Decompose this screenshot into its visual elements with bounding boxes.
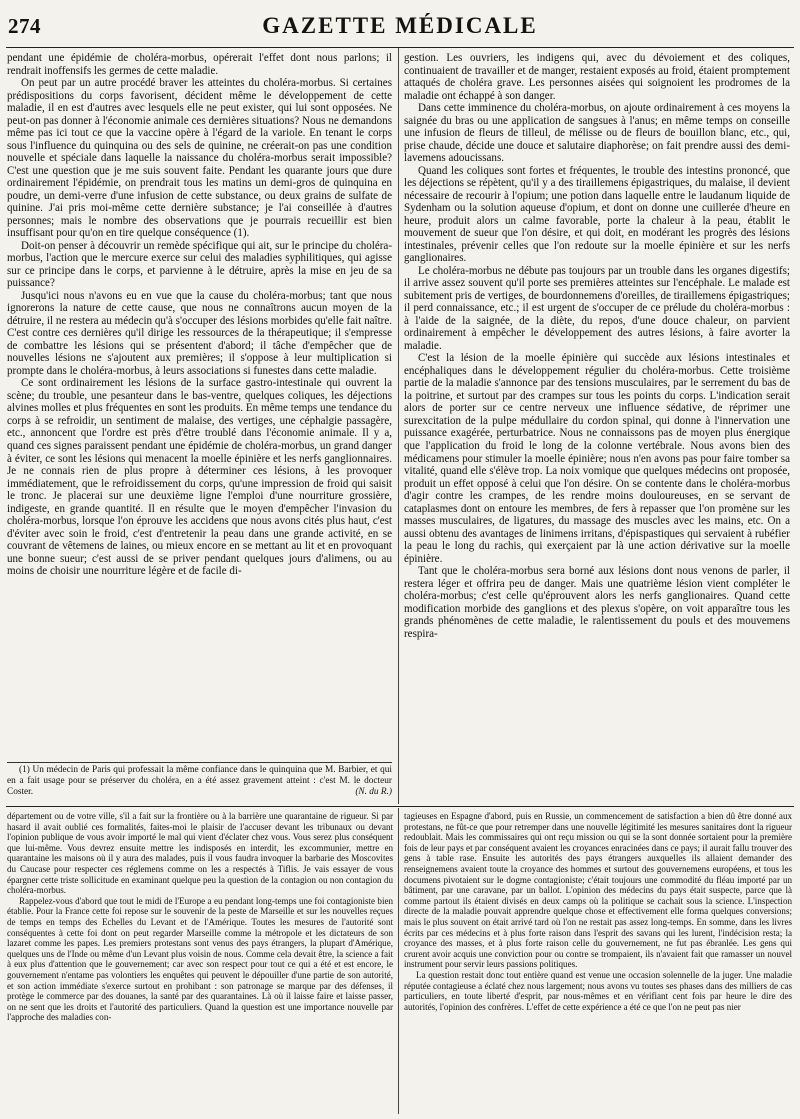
journal-title: GAZETTE MÉDICALE (262, 13, 538, 38)
paragraph: Le choléra-morbus ne débute pas toujours par un trouble dans les organes digestifs; il arrive assez souvent qu'il porte ses premières atteintes sur l'encéphale. Le malade est subitement pris de vertiges, de bourdonnemens d'oreilles, de tiraillemens épigastriques; il perd connaissance, etc.; il est urgent de s'occuper de ce prélude du choléra-morbus : à l'aide de la saignée, de la diète, du repos, d'une douce chaleur, on parvient ordinairement à empêcher le développement des autres lésions, à faire avorter la maladie. (404, 264, 790, 352)
paragraph: On peut par un autre procédé braver les atteintes du choléra-morbus. Si certaines prédispositions du corps favorisent, décident même le développement de cette maladie, il en est d'autres avec lesquels elle ne peut exister, qui lui sont opposées. Ne peut-on pas donner à l'économie animale ces dernières situations? Nous ne demandons même pas ici tout ce que la vaccine opère à l'égard de la variole. En tenant le corps sous l'influence du quinquina ou des sels de quinine, ne créerait-on pas une condition nouvelle et spéciale dans laquelle la naissance du choléra-morbus serait impossible? C'est une question que je me suis souvent faite. Pendant les quarante jours que dure ordinairement l'épidémie, on prendrait tous les matins un demi-gros de quinquina en poudre, un demi-verre d'une infusion de cette substance, ou deux grains de sulfate de quinine. J'ai pris moi-même cette dernière substance; je l'ai conseillée à d'autres personnes; mais le nombre des observations que je pourrais recueillir est bien insuffisant pour qu'on en tire quelque conséquence (1). (7, 77, 392, 240)
paragraph: gestion. Les ouvriers, les indigens qui, avec du dévoiement et des coliques, continuaient de travailler et de manger, restaient exposés au froid, étaient promptement attaqués de choléra grave. Les personnes aisées qui soignoient les prodromes de la maladie ont échappé à son danger. (404, 52, 790, 102)
paragraph: Dans cette imminence du choléra-morbus, on ajoute ordinairement à ces moyens la saignée du bras ou une application de sangsues à l'anus; en même temps on conseille une infusion de fleurs de tilleul, de mélisse ou de fleurs de bouillon blanc, etc., qui, prise chaude, décide une douce et salutaire diaphorèse; on fait prendre aussi des demi-lavemens adoucissans. (404, 102, 790, 165)
page-header (6, 12, 794, 42)
paragraph: Quand les coliques sont fortes et fréquentes, le trouble des intestins prononcé, que les déjections se répètent, qu'il y a des tiraillemens épigastriques, du malaise, il devient nécessaire de recourir à l'opium; une potion dans laquelle entre le laudanum liquide de Sydenham ou la solution aqueuse d'opium, et dont on donne une cuillerée d'heure en heure, produit alors un calme favorable, porte la chaleur à la peau, établit le mouvement de sueur que l'on désire, et qui doit, en modérant les progrès des lésions intestinales, prévenir celles que l'on redoute sur la moelle épinière et sur les nerfs ganglionaires. (404, 164, 790, 265)
paragraph: Jusqu'ici nous n'avons eu en vue que la cause du choléra-morbus; tant que nous ignorerons la nature de cette cause, que nous ne connaîtrons aucun moyen de la détruire, il ne restera au médecin qu'à s'occuper des lésions morbides qu'elle fait naître. C'est contre ces dernières qu'il dirige les ressources de la thérapeutique; il s'empresse de combattre les lésions qui se présentent d'abord; il tâche d'empêcher que de nouvelles lésions ne s'ajoutent aux premières; il s'oppose à leur multiplication si prompte dans le choléra-morbus, à leurs associations si funestes dans cette maladie. (7, 289, 392, 377)
paragraph: Doit-on penser à découvrir un remède spécifique qui ait, sur le principe du choléra-morbus, l'action que le mercure exerce sur celui des maladies syphilitiques, qui agisse sur ce principe dans le corps, et parvienne à le détruire, après la mise en jeu de sa puissance? (7, 239, 392, 290)
header-rule (6, 47, 794, 48)
paragraph: La question restait donc tout entière quand est venue une occasion solennelle de la juger. Une maladie réputée contagieuse a éclaté chez nous largement; nous avons vu toutes ses phases dans des milliers de cas particuliers, en toute liberté d'esprit, par nous-mêmes et en vérifiant cent fois par heure le dire des autorités, l'opinion des confrères. L'effet de cette expérience a été ce que l'on ne peut pas nier (404, 969, 792, 1012)
paragraph: département ou de votre ville, s'il a fait sur la frontière ou à la barrière une quarantaine de rigueur. Si par hasard il avait oublié ces formalités, faites-moi le plaisir de l'accuser devant les tribunaux ou devant l'opinion publique de vous avoir importé le mal qui vient d'éclater chez vous. Vous serez plus conséquent que lui-même. Vous devrez ensuite mettre les indisposés en interdit, les excommunier, mettre en quarantaine les maisons où il y aura des malades, puis il vous faudra invoquer la barbarie des Moscovites du Caucase pour respecter ces réglemens comme on les a respectés à Tiflis. Je vais essayer de vous épargner cette triste sollicitude en examinant quelque peu la question de la contagion ou non contagion du choléra-morbus. (7, 811, 393, 896)
paragraph: pendant une épidémie de choléra-morbus, opérerait l'effet dont nous parlons; il rendrait inoffensifs les germes de cette maladie. (7, 52, 392, 77)
footnote-signature: (N. du R.) (355, 787, 392, 797)
feuilleton-left-column (7, 811, 393, 1023)
column-divider (398, 48, 399, 804)
section-rule (6, 806, 794, 807)
left-column (7, 52, 392, 578)
paragraph: Rappelez-vous d'abord que tout le midi de l'Europe a eu pendant long-temps une foi contagioniste bien établie. Pour la France cette foi repose sur le souvenir de la peste de Marseille et sur les nouvelles reçues de temps en temps des Echelles du Levant et de l'Amérique. Toutes les mesures de l'autorité sont conséquentes à cette foi dont on peut regarder Marseille comme la métropole et les dictateurs de son lazaret comme les papes. Les premiers protestans sont venus des pays étrangers, la plupart d'Amérique, quelques uns de l'Inde ou même d'un Levant plus voisin de nous. Comme cela devait être, la science a fait à eux plus d'attention que le gouvernement; car avec son respect pour tout ce qui a été et est encore, le gouvernement n'entame pas volontiers les enquêtes qui peuvent le dépouiller d'une partie de son autorité, et son action immédiate s'exerce surtout en prohibant : son patronage se marque par des défenses, il protège le commerce par des douanes, la santé par des quarantaines. Là où il laisse faire et laisse passer, on ne sent que les droits et l'autorité des particuliers. Quand la question est une importance nouvelle par l'approche des maladies con- (7, 895, 393, 1023)
page-number: 274 (8, 14, 41, 38)
paragraph: Ce sont ordinairement les lésions de la surface gastro-intestinale qui ouvrent la scène; du trouble, une pesanteur dans le bas-ventre, quelques coliques, les déjections alvines molles et plus fréquentes en sont les produits. En même temps une tendance du corps à se refroidir, un sentiment de malaise, des vertiges, une céphalgie passagère, etc., annoncent que l'ordre est près d'être troublé dans l'économie animale. Il y a, quand ces signes paraissent pendant une épidémie de choléra-morbus, un grand danger à éviter, ce sont les lésions qui menacent la moelle épinière et les nerfs ganglionnaires. Je ne connais rien de plus propre à déterminer ces lésions, à les provoquer immédiatement, que le refroidissement du corps, qu'une impression de froid qui saisit le tronc. Je placerai sur une deuxième ligne l'emploi d'une nourriture grossière, indigeste, en grande quantité. Il en résulte que le moyen d'empêcher l'invasion du choléra-morbus, lorsque l'on éprouve les accidens que nous avons cités plus haut, c'est d'éviter avec soin le froid, c'est d'entretenir la peau dans une grande activité, en se couvrant de vêtemens de laines, ou mieux encore en se mettant au lit et en provoquant une bonne sueur; c'est aussi de se priver pendant quelques jours d'alimens, ou au moins de choisir une nourriture légère et de facile di- (7, 377, 392, 578)
column-divider (398, 808, 399, 1114)
footnote-text: (1) Un médecin de Paris qui professait la même confiance dans le quinquina que M. Barbier, et qui en a fait usage pour se préserver du choléra, en a été assez gravement atteint : c'est M. le docteur Coster. (7, 765, 392, 797)
footnote (7, 765, 392, 798)
right-column (404, 52, 790, 640)
paragraph: C'est la lésion de la moelle épinière qui succède aux lésions intestinales et encéphaliques dans le développement régulier du choléra-morbus. Cette troisième partie de la maladie s'annonce par des tensions musculaires, par le serrement du bas de la poitrine, et surtout par des crampes sur tous les points du corps. L'indication serait alors de porter sur ce centre nerveux une influence sédative, de réprimer une surexcitation de la pulpe médullaire du cordon spinal, qui donne à l'innervation une puissance exagérée, perturbatrice. Nous ne connaissons pas de moyen plus énergique que l'application du froid le long de la colonne vertébrale. Nous avons bien des médicamens pour stimuler la moelle épinière; nous n'en avons pas pour faire tomber sa vitalité, quand elle s'élève trop. La noix vomique que quelques médecins ont proposée, produit un effet opposé à celui que l'on désire. On se contente dans le choléra-morbus d'agir contre les crampes, de les rendre moins douloureuses, en se servant de cataplasmes dont on entoure les membres, de fers à repasser que l'on promène sur les masses musculaires, de ligatures, du massage des muscles avec les mains, etc. On a aussi obtenu des avantages de linimens irritans, d'épispastiques qui servaient à rubéfier la peau le long du rachis, qui exerçaient par là une action dérivative sur la moelle épinière. (404, 352, 790, 565)
footnote-rule (7, 762, 392, 763)
feuilleton-right-column (404, 811, 792, 1012)
paragraph: tagieuses en Espagne d'abord, puis en Russie, un commencement de satisfaction a bien dû être donné aux protestans, ne fût-ce que pour retremper dans une nouvelle légitimité les mesures sanitaires dont la rigueur redoublait. Mais les commissaires qui ont reçu mission ou qui se la sont donnée sortaient pour la première fois de leur pays et par conséquent avaient les croyances enracinées dans ce pays; il aurait fallu trouver des gens à table rase. Ensuite les autorités des pays étrangers auxquelles ils allaient demander des renseignemens avaient toute la croyance des hommes et surtout des gouvernemens européens, et tous les documens pivotaient sur le dogme contagioniste; c'était toujours une commodité du fléau importé par un bâtiment, par une caravane, par un ballot. L'opinion des médecins du pays était suspecte, parce que là comme partout ils étaient divisés en deux camps où la politique se cachait sous la science. L'inspection directe de la maladie pouvait apprendre quelque chose et effectivement elle forma quelques conversions; mais le plus souvent on était arrivé tard où l'on ne restait pas assez long-temps. En somme, dans les livres écrits par ces médecins et à plus forte raison dans l'esprit des savans qui les lurent, l'indécision resta; la croyance des masses, et à plus forte raison celle du gouvernement, ne fut pas ébranlée. Les gens qui crurent avoir acquis une conviction pour ou contre se trompaient, ils n'avaient fait que ramasser un nouvel instrument pour servir leurs passions politiques. (404, 811, 792, 970)
paragraph: Tant que le choléra-morbus sera borné aux lésions dont nous venons de parler, il restera léger et offrira peu de danger. Mais une quatrième lésion vient compléter le choléra-morbus; c'est celle qu'éprouvent alors les nerfs ganglionaires. Quand cette modification morbide des ganglions et des plexus s'opère, on voit apparaître tous les grands phénomènes de cette maladie, le ralentissement du pouls et des mouvemens respira- (404, 565, 790, 640)
